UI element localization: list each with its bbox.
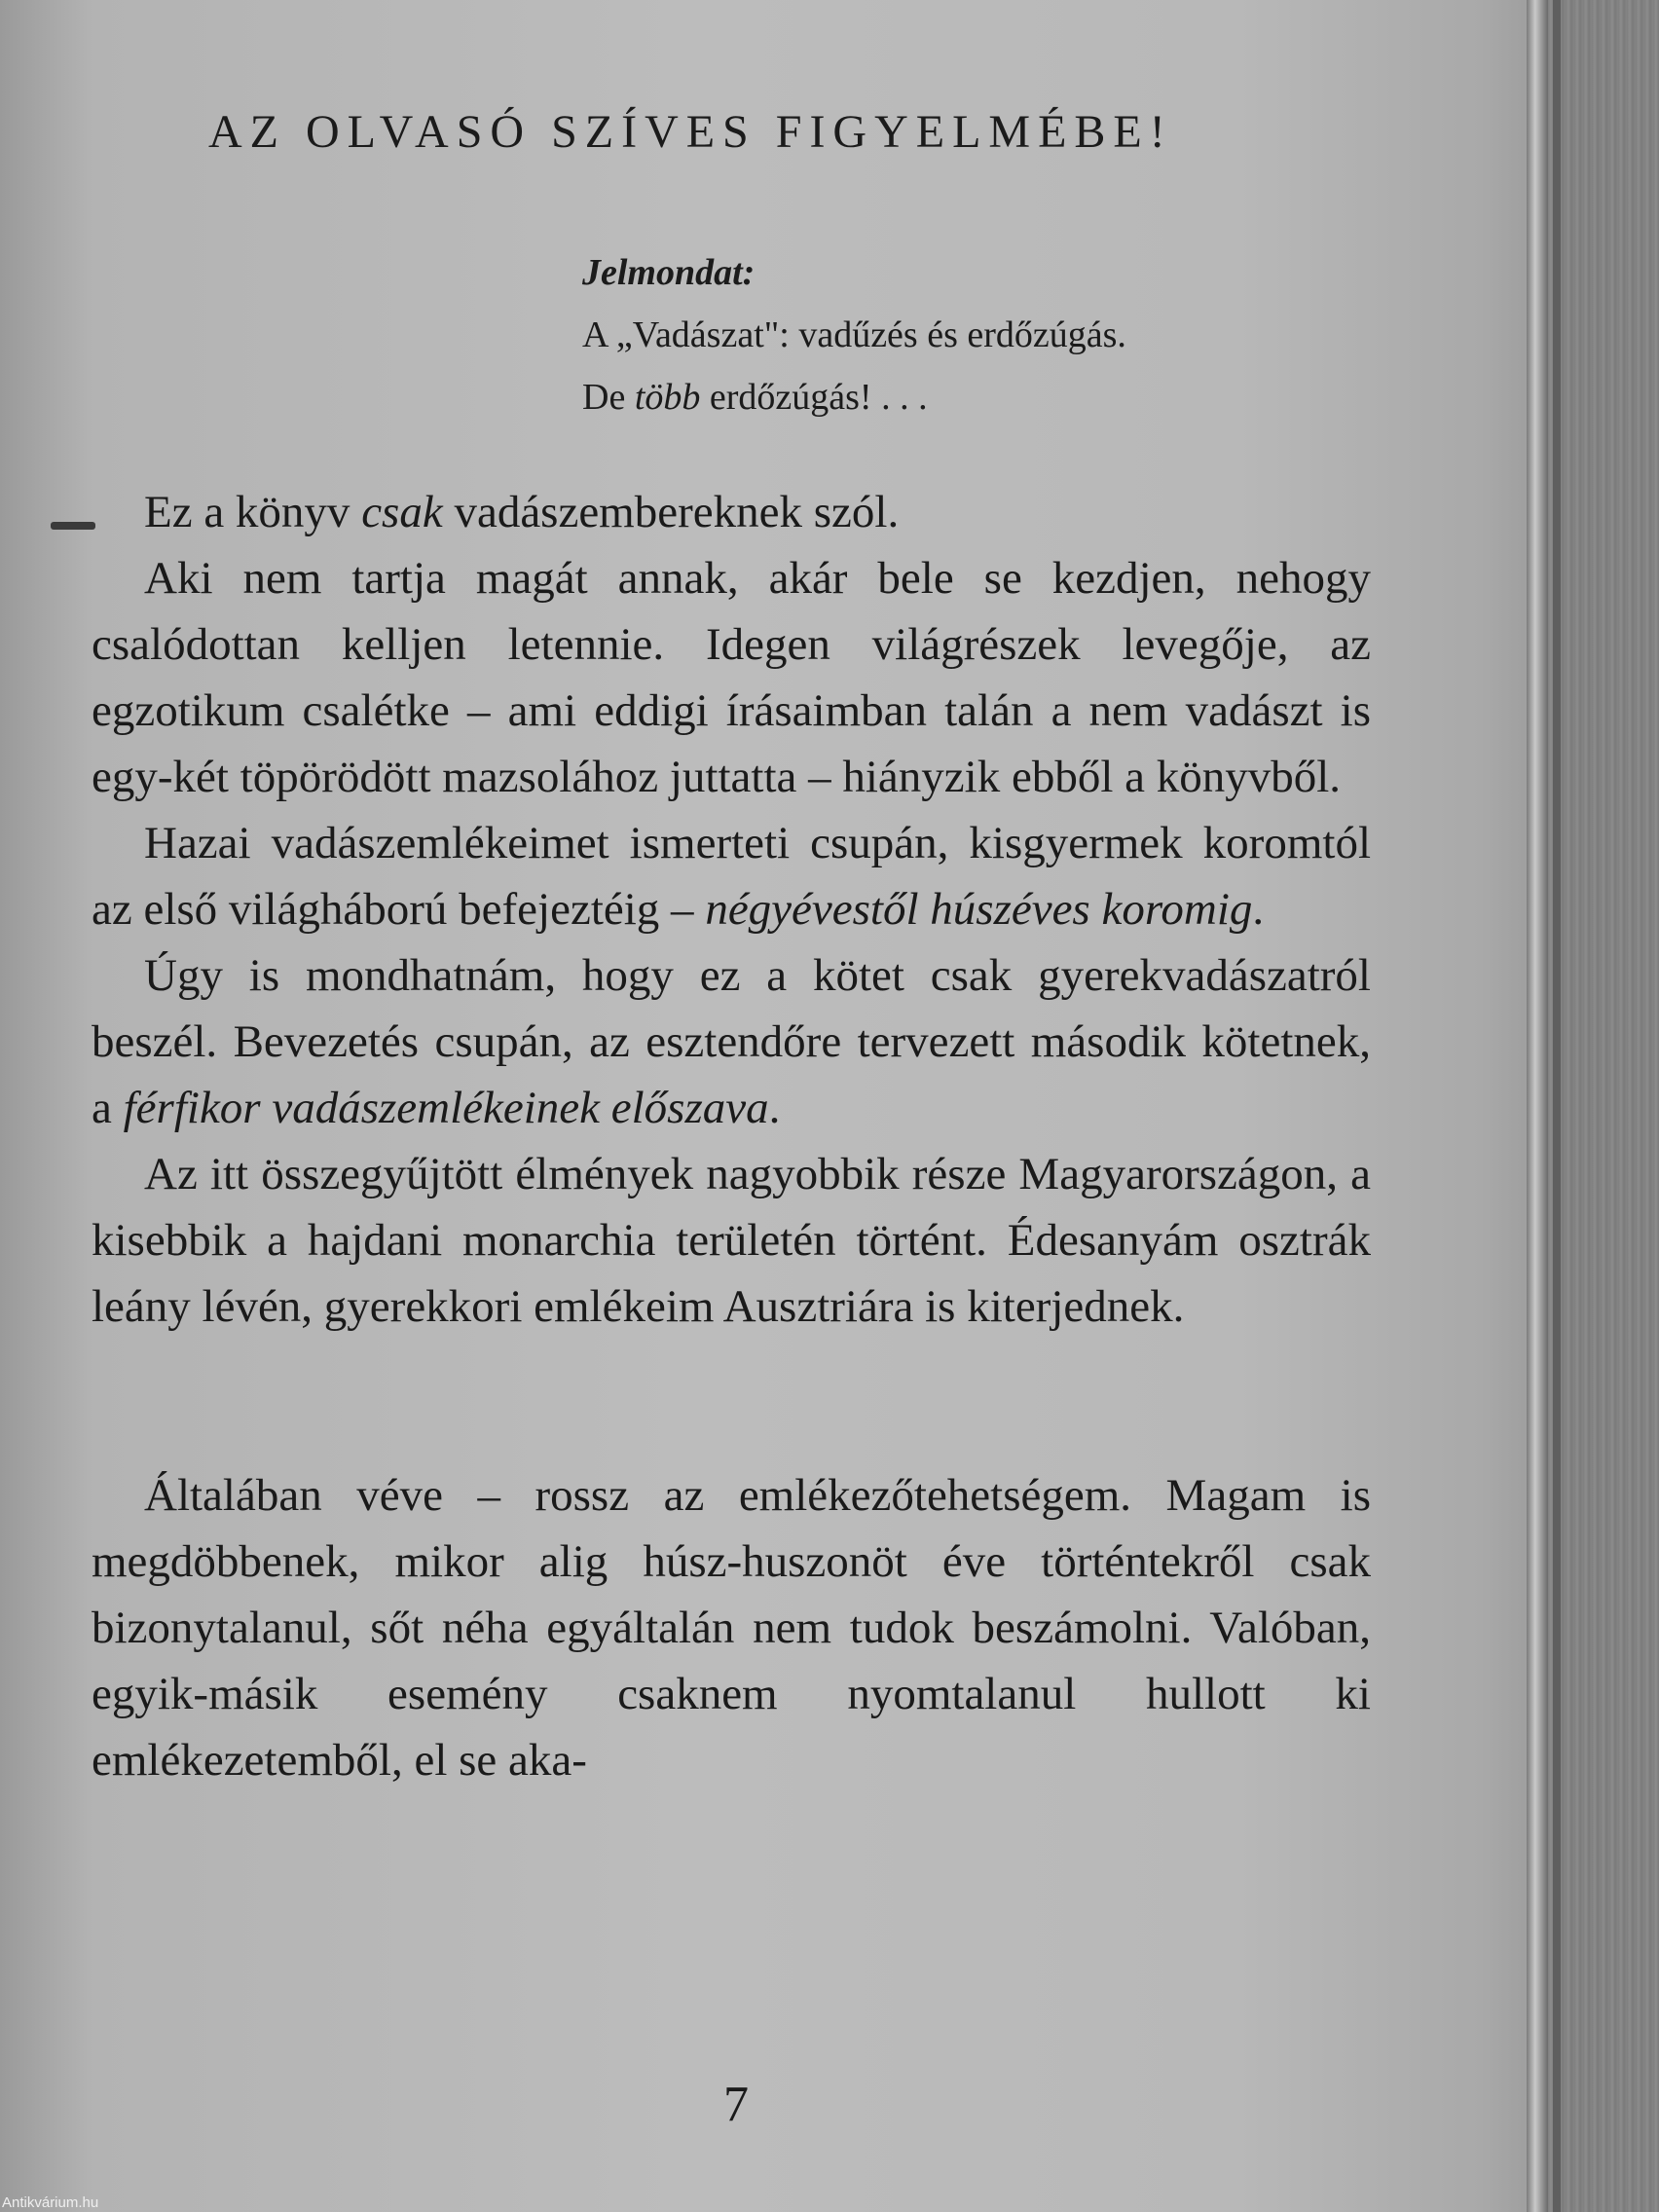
motto-line-2-emphasis: több [634, 377, 701, 418]
margin-dash-mark [51, 522, 95, 530]
page-gutter-edge [1527, 0, 1548, 2212]
motto-line-2-post: erdőzúgás! . . . [700, 377, 928, 418]
paragraph-2: Aki nem tartja magát annak, akár bele se kezdjen, nehogy csalódottan kelljen letennie. Idegen világrészek levegője, az egzotikum csalétke – ami eddigi írásaimban talán a nem vadászt is egy-két töpörödött mazsolához juttatta – hiányzik ebből a könyvből. [92, 553, 1371, 802]
paragraph-5: Az itt összegyűjtött élmények nagyobbik része Magyarországon, a kisebbik a hajdani monarchia területén történt. Édesanyám osztrák leány lévén, gyerekkori emlékeim Ausztriára is kiterjednek. [92, 1149, 1371, 1332]
chapter-title: AZ OLVASÓ SZÍVES FIGYELMÉBE! [208, 106, 1173, 158]
paragraph-3-pre: Hazai vadászemlékeimet ismerteti csupán, kisgyermek koromtól az első világháború befejeztéig – [92, 818, 1371, 935]
paragraph-3-post: . [1252, 884, 1265, 935]
paragraph-1-post: vadászembereknek szól. [442, 487, 900, 537]
paragraph-4-post: . [768, 1083, 781, 1133]
paragraph-1-pre: Ez a könyv [144, 487, 362, 537]
motto-label: Jelmondat: [582, 252, 756, 293]
watermark-text: Antikvárium.hu [2, 2194, 99, 2211]
body-text [92, 479, 1371, 1793]
motto-block [582, 241, 1361, 428]
paragraph-1 [92, 479, 1371, 545]
page-number: 7 [723, 2077, 749, 2132]
paragraph-1-emphasis: csak [361, 487, 443, 537]
motto-line-1: A „Vadászat": vadűzés és erdőzúgás. [582, 314, 1126, 355]
motto-line-2-pre: De [582, 377, 635, 418]
paragraph-4-emphasis: férfikor vadászemlékeinek előszava [123, 1083, 769, 1133]
paragraph-3 [92, 810, 1371, 942]
book-cover-edge [1548, 0, 1659, 2212]
paragraph-4-pre: Úgy is mondhatnám, hogy ez a kötet csak gyerekvadászatról beszél. Bevezetés csupán, az esztendőre tervezett második kötetnek, a [92, 950, 1371, 1133]
paragraph-6: Általában véve – rossz az emlékezőtehetségem. Magam is megdöbbenek, mikor alig húsz-huszonöt éve történtekről csak bizonytalanul, sőt néha egyáltalán nem tudok beszámolni. Valóban, egyik-másik esemény csaknem nyomtalanul hullott ki emlékezetemből, el se aka- [92, 1470, 1371, 1786]
motto-line-2 [582, 366, 1361, 428]
paragraph-4 [92, 942, 1371, 1141]
paragraph-3-emphasis: négyévestől húszéves koromig [705, 884, 1253, 935]
cover-spine-shadow [1553, 0, 1561, 2212]
